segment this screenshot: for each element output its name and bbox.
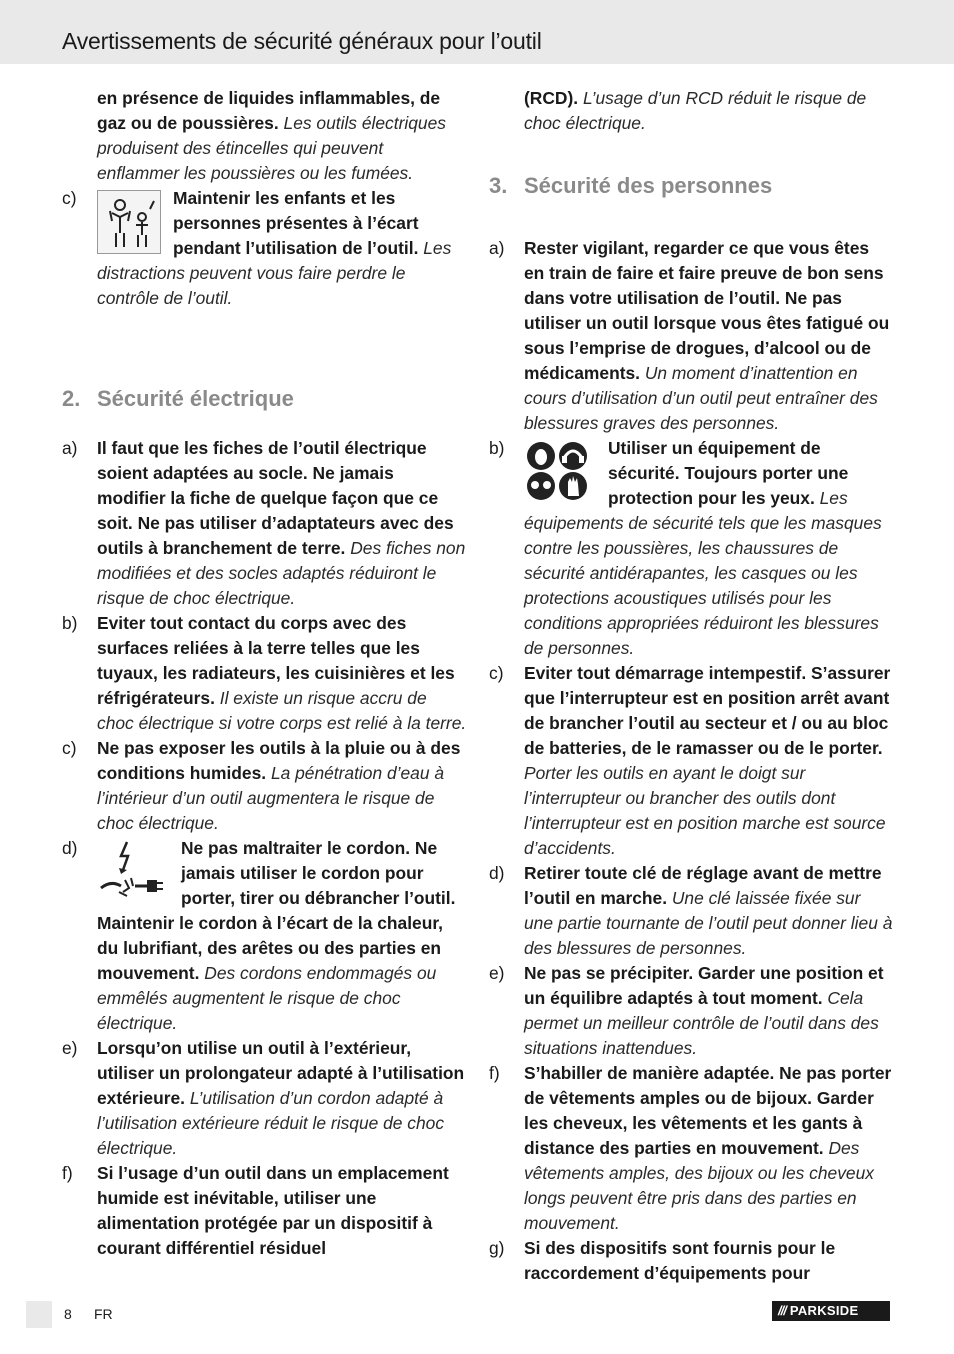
- list-item: [489, 861, 894, 961]
- item-letter: d): [62, 838, 78, 858]
- list-item: [489, 1236, 894, 1286]
- section-heading: [62, 386, 467, 411]
- keep-children-away-icon: [97, 190, 161, 254]
- item-letter: a): [62, 438, 78, 458]
- instruction-text: Si l’usage d’un outil dans un emplacement humide est inévitable, utiliser une alimentation protégée par un dispositif à courant différentiel résiduel: [97, 1163, 449, 1258]
- list-item: [62, 736, 467, 836]
- damaged-cord-shock-icon: [97, 840, 169, 904]
- item-letter: b): [62, 613, 78, 633]
- instruction-text: Retirer toute clé de réglage avant de mettre l’outil en marche.: [524, 863, 882, 908]
- item-letter: c): [62, 188, 77, 208]
- continued-paragraph: [489, 86, 894, 136]
- list-item: [489, 661, 894, 861]
- item-letter: e): [62, 1038, 78, 1058]
- right-column: [489, 86, 894, 1286]
- instruction-text: Maintenir les enfants et les personnes présentes à l’écart pendant l’utilisation de l’outil.: [173, 188, 419, 258]
- item-letter: f): [62, 1163, 73, 1183]
- section-number: 3.: [489, 173, 508, 198]
- section-heading: [489, 173, 894, 198]
- explanation-text: Les distractions peuvent vous faire perdre le contrôle de l’outil.: [97, 238, 452, 308]
- instruction-text: Si des dispositifs sont fournis pour le raccordement d’équipements pour: [524, 1238, 836, 1283]
- page-title: Avertissements de sécurité généraux pour l’outil: [62, 28, 542, 54]
- explanation-text: L’utilisation d’un cordon adapté à l’utilisation extérieure réduit le risque de choc électrique.: [97, 1088, 445, 1158]
- instruction-text: Eviter tout contact du corps avec des surfaces reliées à la terre telles que les tuyaux, les radiateurs, les cuisinières et les réfrigérateurs.: [97, 613, 455, 708]
- explanation-text: Un moment d’inattention en cours d’utilisation d’un outil peut entraîner des blessures graves des personnes.: [524, 363, 878, 433]
- list-item: [62, 611, 467, 736]
- explanation-text: Des vêtements amples, des bijoux ou les cheveux longs peuvent être pris dans des parties en mouvement.: [524, 1138, 874, 1233]
- item-letter: g): [489, 1238, 505, 1258]
- explanation-text: La pénétration d’eau à l’intérieur d’un outil augmentera le risque de choc électrique.: [97, 763, 445, 833]
- item-letter: f): [489, 1063, 500, 1083]
- list-item: [62, 186, 467, 311]
- ear-protection-icon: [559, 442, 587, 470]
- brand-stripes: ///: [778, 1303, 786, 1318]
- explanation-text: Les outils électriques produisent des étincelles qui peuvent enflammer les poussières ou les fumées.: [97, 113, 446, 183]
- item-letter: c): [62, 738, 77, 758]
- dust-mask-icon: [527, 442, 555, 470]
- instruction-text: Ne pas se précipiter. Garder une position et un équilibre adaptés à tout moment.: [524, 963, 884, 1008]
- instruction-text: Lorsqu’on utilise un outil à l’extérieur, utiliser un prolongateur adapté à l’utilisation extérieure.: [97, 1038, 465, 1108]
- instruction-text: en présence de liquides inflammables, de gaz ou de poussières.: [97, 88, 441, 133]
- page-tab-marker: [26, 1301, 52, 1328]
- list-item: [62, 836, 467, 1036]
- instruction-text: Ne pas exposer les outils à la pluie ou à des conditions humides.: [97, 738, 461, 783]
- page-number: 8: [64, 1306, 72, 1322]
- instruction-text: Eviter tout démarrage intempestif. S’assurer que l’interrupteur est en position arrêt avant de brancher l’outil au secteur et / ou au bloc de batteries, de le ramasser ou de le porter.: [524, 663, 891, 758]
- explanation-text: Porter les outils en ayant le doigt sur l’interrupteur ou brancher des outils dont l’interrupteur est en position marche est source d’accidents.: [524, 763, 886, 858]
- item-letter: b): [489, 438, 505, 458]
- explanation-text: Des fiches non modifiées et des socles adaptés réduiront le risque de choc électrique.: [97, 538, 466, 608]
- instruction-text: Rester vigilant, regarder ce que vous êtes en train de faire et faire preuve de bon sens dans votre utilisation de l’outil. Ne pas utiliser un outil lorsque vous êtes fatigué ou sous l’emprise de drogues, d’alcool ou de médicaments.: [524, 238, 890, 383]
- explanation-text: Les équipements de sécurité tels que les masques contre les poussières, les chaussures de sécurité antidérapantes, les casques ou les protections acoustiques utilisés pour les conditions appropriées réduiront les blessures de personnes.: [524, 488, 882, 658]
- list-item: [489, 961, 894, 1061]
- explanation-text: Une clé laissée fixée sur une partie tournante de l’outil peut donner lieu à des blessures de personnes.: [524, 888, 893, 958]
- instruction-text: S’habiller de manière adaptée. Ne pas porter de vêtements amples ou de bijoux. Garder les cheveux, les vêtements et les gants à distance des parties en mouvement.: [524, 1063, 892, 1158]
- list-item: [489, 436, 894, 661]
- instruction-text: Il faut que les fiches de l’outil électrique soient adaptées au socle. Ne jamais modifier la fiche de quelque façon que ce soit. Ne pas utiliser d’adaptateurs avec des outils à branchement de terre.: [97, 438, 454, 558]
- item-letter: c): [489, 663, 504, 683]
- section-title: Sécurité des personnes: [524, 173, 773, 198]
- instruction-text: Ne pas maltraiter le cordon. Ne jamais utiliser le cordon pour porter, tirer ou débrancher l’outil. Maintenir le cordon à l’écart de la chaleur, du lubrifiant, des arêtes ou des parties en mouvement.: [97, 838, 456, 983]
- list-item: [489, 236, 894, 436]
- item-letter: d): [489, 863, 505, 883]
- item-letter: e): [489, 963, 505, 983]
- section-number: 2.: [62, 386, 81, 411]
- list-item: [62, 1036, 467, 1161]
- section-title: Sécurité électrique: [97, 386, 294, 411]
- gloves-icon: [559, 472, 587, 500]
- brand-logo: [772, 1301, 890, 1321]
- explanation-text: Cela permet un meilleur contrôle de l’outil dans des situations inattendues.: [524, 988, 879, 1058]
- explanation-text: Des cordons endommagés ou emmêlés augmentent le risque de choc électrique.: [97, 963, 437, 1033]
- instruction-text: Utiliser un équipement de sécurité. Toujours porter une protection pour les yeux.: [608, 438, 849, 508]
- item-letter: a): [489, 238, 505, 258]
- explanation-text: Il existe un risque accru de choc électrique si votre corps est relié à la terre.: [97, 688, 467, 733]
- list-item: [489, 1061, 894, 1236]
- list-item: [62, 1161, 467, 1261]
- safety-goggles-icon: [527, 472, 555, 500]
- instruction-text: (RCD).: [524, 88, 579, 108]
- continued-paragraph: [62, 86, 467, 186]
- left-column: [62, 86, 467, 1261]
- brand-name: PARKSIDE: [789, 1303, 859, 1318]
- language-code: FR: [94, 1306, 113, 1322]
- list-item: [62, 436, 467, 611]
- page-header: [0, 0, 954, 64]
- explanation-text: L’usage d’un RCD réduit le risque de choc électrique.: [524, 88, 867, 133]
- ppe-icons: [524, 440, 596, 504]
